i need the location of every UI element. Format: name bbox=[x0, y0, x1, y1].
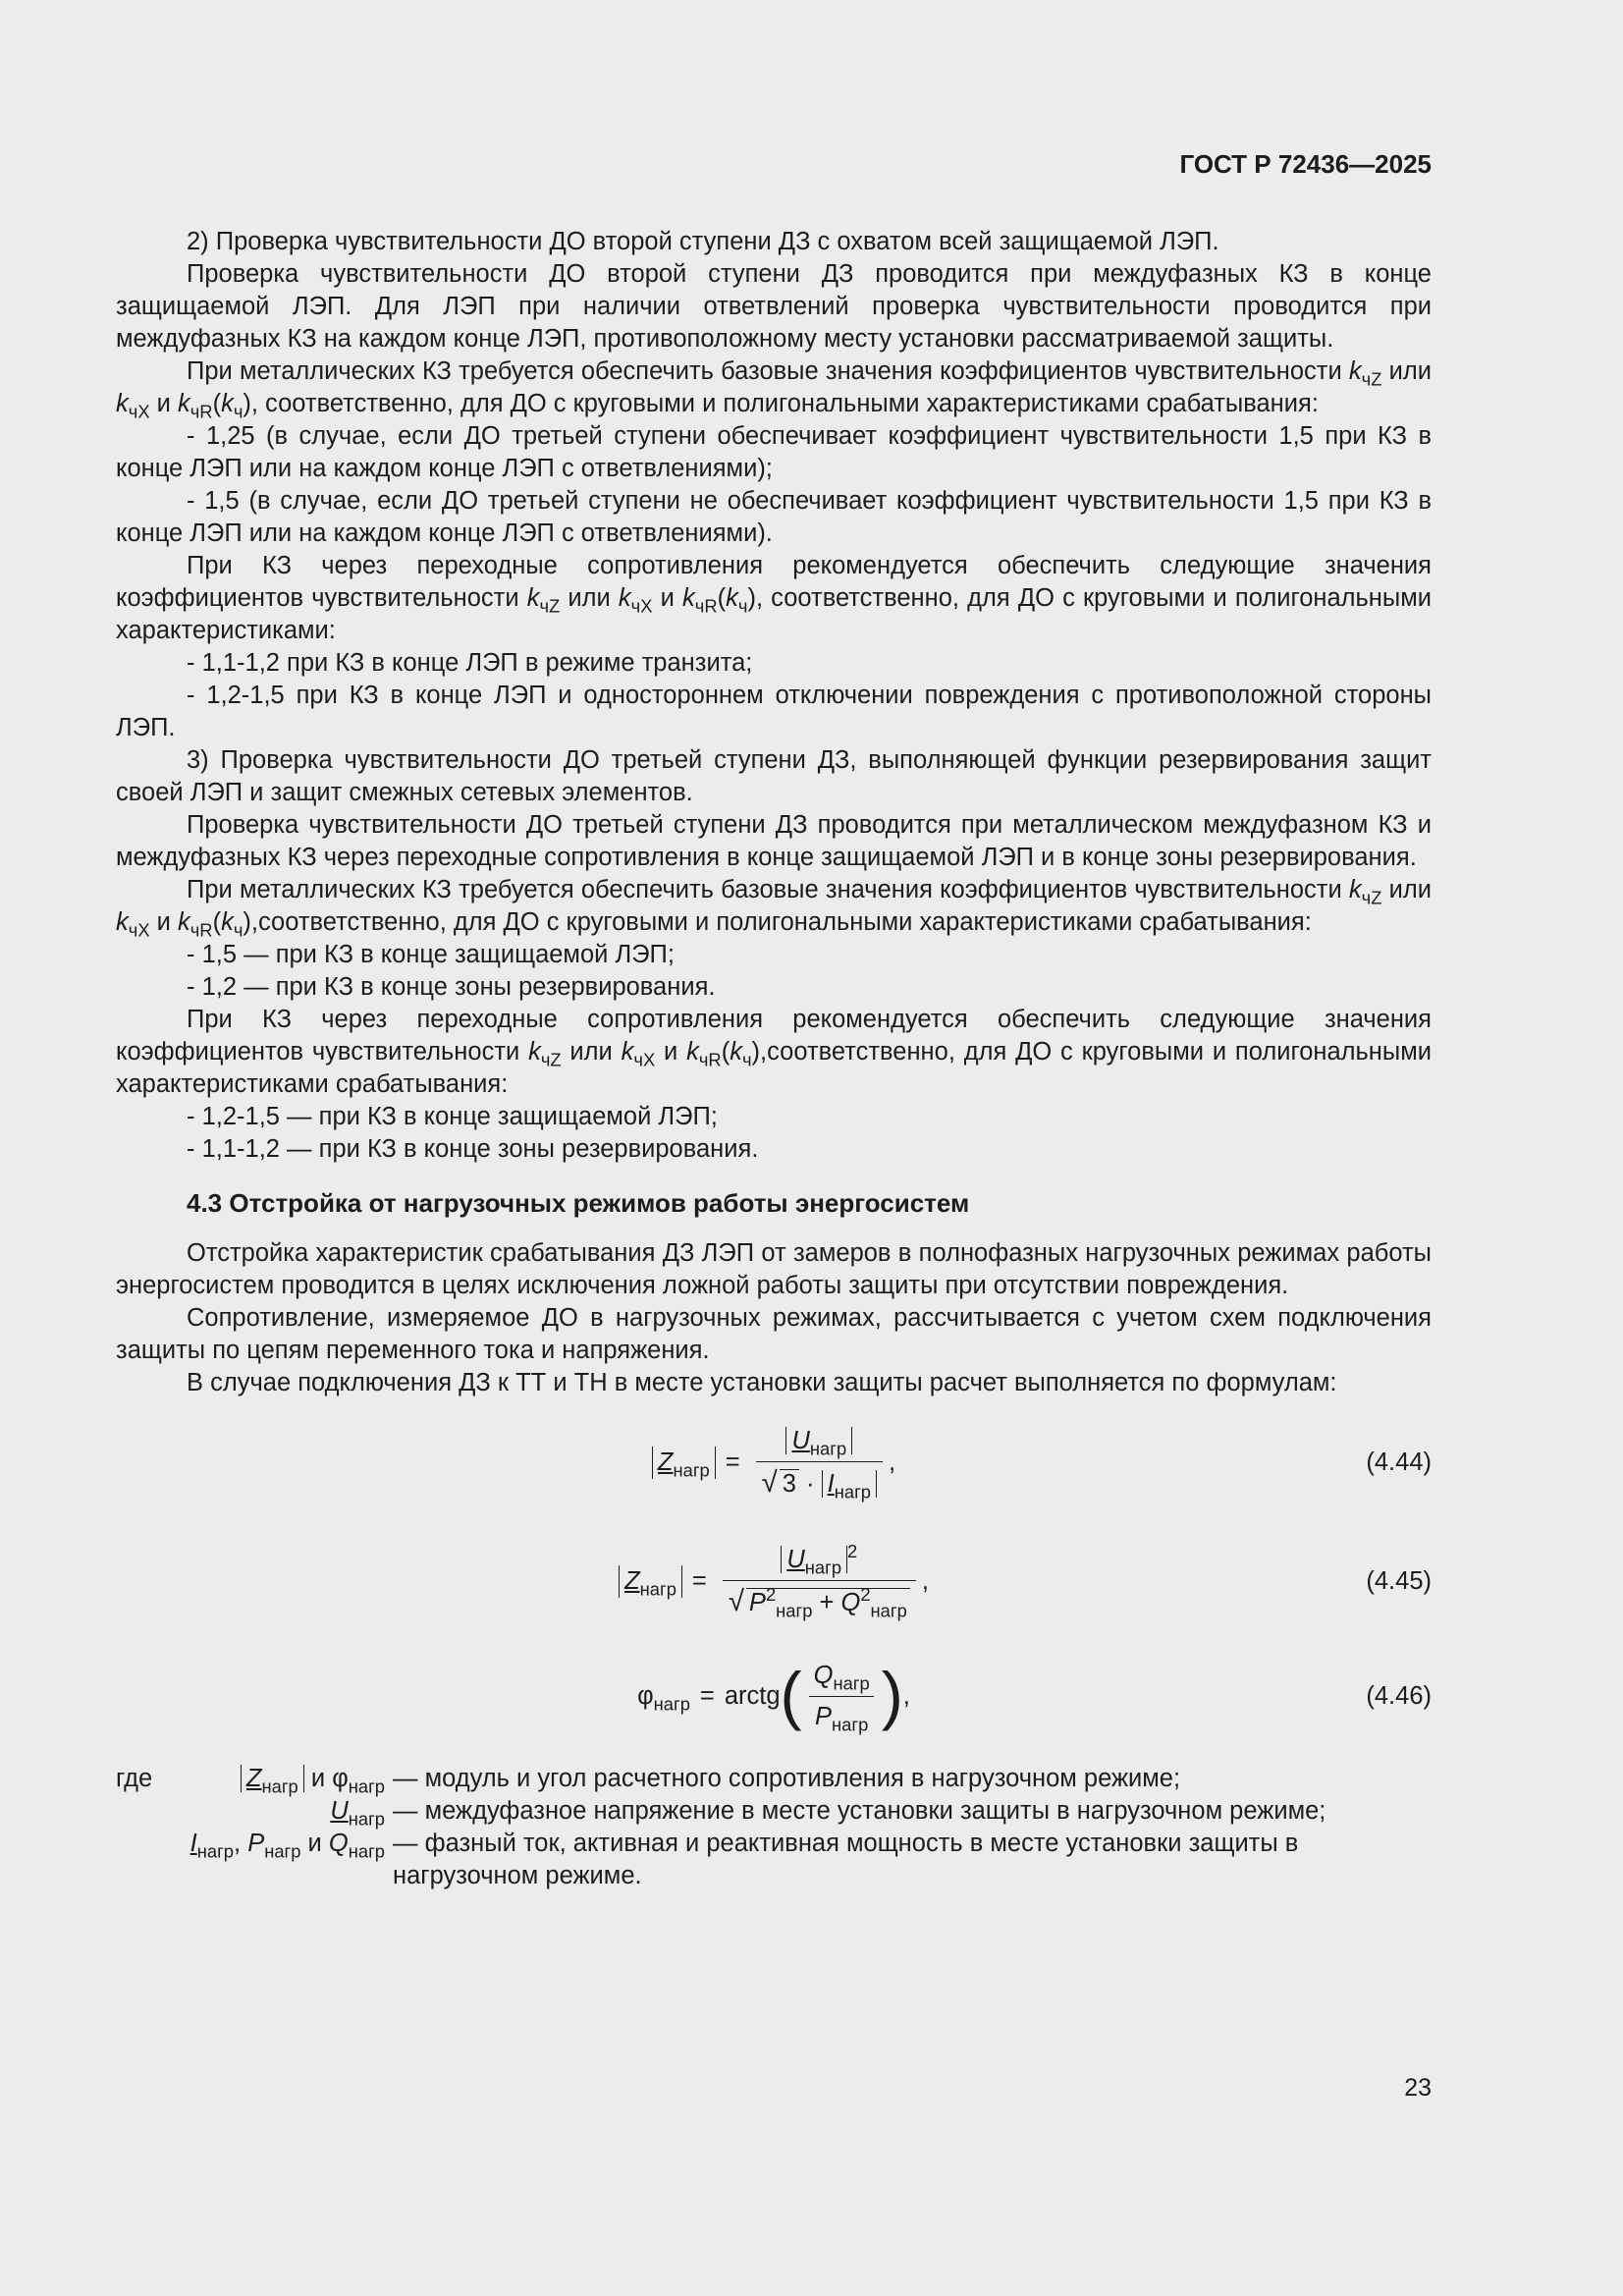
paragraph: В случае подключения ДЗ к ТТ и ТН в месте установки защиты расчет выполняется по формулам: bbox=[187, 1369, 1337, 1396]
subscript: нагр bbox=[673, 1458, 710, 1480]
numerator bbox=[775, 1540, 863, 1580]
formula-body bbox=[116, 1647, 1432, 1745]
text: ,соответственно, для ДО с круговыми и полигональными характеристиками срабатывания: bbox=[116, 1038, 1432, 1098]
subscript: чX bbox=[128, 401, 150, 422]
list-item: - 1,5 (в случае, если ДО третьей ступени не обеспечивает коэффициент чувствительности 1,5 при КЗ в конце ЛЭП или на каждом конце ЛЭП с ответвлениями). bbox=[116, 487, 1432, 547]
symbol-phi: φ bbox=[332, 1765, 349, 1792]
where-row bbox=[116, 1828, 1432, 1892]
subscript: чX bbox=[633, 1049, 656, 1070]
subscript: нагр bbox=[870, 1599, 907, 1620]
abs-z bbox=[619, 1565, 682, 1598]
where-description: — модуль и угол расчетного сопротивления в нагрузочном режиме; bbox=[393, 1765, 1181, 1792]
equals-sign: = bbox=[699, 1681, 715, 1710]
subscript: нагр bbox=[639, 1577, 676, 1599]
sqrt-3: 3 bbox=[780, 1469, 799, 1498]
symbol-q: Q bbox=[813, 1661, 834, 1689]
subscript: нагр bbox=[348, 1840, 385, 1862]
where-symbols: $I_{нагр}$, $P_{нагр}$ и $Q_{нагр}$ bbox=[189, 1830, 385, 1862]
formula-number: (4.46) bbox=[1366, 1681, 1432, 1710]
symbol-k: k bbox=[528, 1038, 541, 1066]
symbol-phi: φ bbox=[637, 1681, 654, 1710]
where-description: — фазный ток, активная и реактивная мощность в месте установки защиты в нагрузочном режиме. bbox=[393, 1830, 1299, 1889]
document-id: ГОСТ Р 72436—2025 bbox=[1179, 149, 1432, 179]
symbol-p: P bbox=[815, 1702, 833, 1730]
symbol-p: P bbox=[247, 1830, 265, 1857]
word-and: и bbox=[149, 390, 178, 417]
text: ,соответственно, для ДО с круговыми и полигональными характеристиками срабатывания: bbox=[250, 908, 1312, 936]
abs-i bbox=[822, 1469, 877, 1502]
page-content bbox=[116, 226, 1432, 1892]
paragraph: 3) Проверка чувствительности ДО третьей ступени ДЗ, выполняющей функции резервирования защит своей ЛЭП и защит смежных сетевых элементов. bbox=[116, 746, 1432, 806]
word-or: или bbox=[1381, 357, 1433, 385]
word-or: или bbox=[1381, 876, 1433, 903]
subscript: ч bbox=[737, 595, 748, 617]
word-or: или bbox=[561, 1038, 622, 1066]
paragraph: Сопротивление, измеряемое ДО в нагрузочных режимах, рассчитывается с учетом схем подключения защиты по цепям переменного тока и напряжения. bbox=[116, 1304, 1432, 1364]
symbol-k: k bbox=[621, 1038, 634, 1066]
subscript: нагр bbox=[348, 1776, 385, 1797]
equals-sign: = bbox=[725, 1448, 740, 1476]
fraction bbox=[808, 1660, 876, 1733]
subscript: нагр bbox=[776, 1599, 813, 1620]
subscript: нагр bbox=[264, 1840, 301, 1862]
symbol-z: Z bbox=[245, 1765, 262, 1792]
symbol-z: Z bbox=[624, 1566, 640, 1595]
paragraph: При КЗ через переходные сопротивления рекомендуется обеспечить следующие значения коэффициентов чувствительности $k_{чZ}$ или $k_{чX}$ и $k_{чR}(k_ч)$, соответственно, для ДО с круговыми и полигональными характеристиками: bbox=[116, 552, 1432, 644]
formula-4-44 bbox=[116, 1413, 1432, 1511]
subscript: чR bbox=[189, 401, 213, 422]
subscript: нагр bbox=[196, 1840, 235, 1862]
page-number: 23 bbox=[1404, 2074, 1432, 2102]
symbol-k: k bbox=[116, 908, 129, 936]
comma: , bbox=[902, 1681, 910, 1710]
symbol-k: k bbox=[177, 908, 190, 936]
subscript: нагр bbox=[348, 1808, 385, 1830]
subscript: чZ bbox=[539, 595, 561, 617]
numerator bbox=[780, 1425, 858, 1461]
word-and: и bbox=[655, 1038, 687, 1066]
where-description: — междуфазное напряжение в месте установки защиты в нагрузочном режиме; bbox=[393, 1797, 1326, 1825]
text: , соответственно, для ДО с круговыми и полигональными характеристиками: bbox=[116, 584, 1432, 644]
where-symbols bbox=[204, 1795, 393, 1828]
subscript: чR bbox=[189, 919, 213, 941]
abs-z bbox=[652, 1447, 716, 1479]
list-item: - 1,5 — при КЗ в конце защищаемой ЛЭП; bbox=[187, 941, 675, 968]
radical-sign: √ bbox=[728, 1584, 744, 1617]
where-row bbox=[116, 1763, 1432, 1795]
symbol-k: k bbox=[682, 584, 695, 612]
symbol-k: k bbox=[1348, 357, 1362, 385]
formula-body bbox=[116, 1527, 1432, 1635]
list-item: - 1,25 (в случае, если ДО третьей ступени обеспечивает коэффициент чувствительности 1,5 при КЗ в конце ЛЭП или на каждом конце ЛЭП с ответвлениями); bbox=[116, 422, 1432, 482]
comma: , bbox=[921, 1566, 929, 1595]
text: При КЗ через переходные сопротивления рекомендуется обеспечить следующие значения коэффициентов чувствительности bbox=[116, 1006, 1432, 1066]
denominator: √ $3 \cdot I_{нагр}$ bbox=[756, 1461, 883, 1501]
phi-term bbox=[637, 1680, 690, 1713]
formula-body bbox=[116, 1413, 1432, 1511]
subscript: ч bbox=[741, 1049, 752, 1070]
list-item: - 1,2 — при КЗ в конце зоны резервирования. bbox=[187, 973, 716, 1001]
denominator bbox=[809, 1696, 874, 1733]
where-label bbox=[116, 1763, 393, 1795]
word-and: и bbox=[300, 1830, 329, 1857]
word-and: и bbox=[652, 584, 683, 612]
superscript: 2 bbox=[765, 1583, 777, 1605]
subscript: чX bbox=[630, 595, 653, 617]
left-paren: ( bbox=[780, 1659, 802, 1732]
symbol-k: k bbox=[526, 584, 540, 612]
subscript: нагр bbox=[833, 1671, 870, 1693]
subscript: чR bbox=[698, 1049, 722, 1070]
word-and: и bbox=[303, 1765, 333, 1792]
symbol-i: I bbox=[189, 1830, 197, 1857]
subscript: нагр bbox=[653, 1692, 690, 1714]
formula-number: (4.44) bbox=[1366, 1448, 1432, 1476]
paragraph: При КЗ через переходные сопротивления рекомендуется обеспечить следующие значения коэффициентов чувствительности $k_{чZ}$ или $k_{чX}$ и $k_{чR}(k_ч),соответственно$, для ДО с круговыми и полигональными характеристиками срабатывания: bbox=[116, 1006, 1432, 1098]
denominator bbox=[723, 1580, 916, 1619]
subscript: чZ bbox=[1361, 368, 1382, 390]
where-list bbox=[116, 1763, 1432, 1892]
symbol-k: k bbox=[730, 1038, 742, 1066]
symbol-k: k bbox=[618, 584, 631, 612]
radical-sign: √ bbox=[761, 1465, 778, 1499]
comma: , bbox=[888, 1448, 896, 1476]
subscript: ч bbox=[233, 919, 243, 941]
arctg: arctg bbox=[724, 1681, 781, 1710]
subscript: ч bbox=[233, 401, 243, 422]
symbol-k: k bbox=[686, 1038, 699, 1066]
word-or: или bbox=[560, 584, 619, 612]
symbol-k: k bbox=[221, 390, 234, 417]
symbol-k: k bbox=[1348, 876, 1362, 903]
symbol-q: Q bbox=[328, 1830, 349, 1857]
paragraph: При металлических КЗ требуется обеспечить базовые значения коэффициентов чувствительности $k_{чZ}$ или $k_{чX}$ и $k_{чR}(k_ч),соответственно$, для ДО с круговыми и полигональными характеристиками срабатывания: bbox=[116, 876, 1433, 941]
symbol-q: Q bbox=[840, 1588, 861, 1616]
symbol-k: k bbox=[726, 584, 738, 612]
symbol-u: U bbox=[786, 1545, 805, 1573]
where-label bbox=[116, 1795, 393, 1828]
paragraph: 2) Проверка чувствительности ДО второй ступени ДЗ с охватом всей защищаемой ЛЭП. bbox=[187, 228, 1219, 255]
sqrt-expression: $P^2_{нагр} + Q^2_{нагр}$ bbox=[746, 1588, 910, 1616]
word-and: и bbox=[149, 908, 178, 936]
symbol-u: U bbox=[791, 1426, 810, 1454]
abs-z bbox=[241, 1765, 304, 1797]
superscript: 2 bbox=[860, 1583, 871, 1605]
where-symbols bbox=[204, 1763, 393, 1795]
superscript: 2 bbox=[847, 1540, 858, 1561]
paragraph: Проверка чувствительности ДО второй ступени ДЗ проводится при междуфазных КЗ в конце защищаемой ЛЭП. Для ЛЭП при наличии ответвлений проверка чувствительности проводится при междуфазных КЗ на каждом конце ЛЭП, противоположному месту установки рассматриваемой защиты. bbox=[116, 260, 1432, 353]
symbol-k: k bbox=[177, 390, 190, 417]
text: , соответственно, для ДО с круговыми и полигональными характеристиками срабатывания: bbox=[250, 390, 1319, 417]
subscript: чZ bbox=[540, 1049, 562, 1070]
where-row bbox=[116, 1795, 1432, 1828]
fraction bbox=[723, 1540, 916, 1620]
where-label bbox=[116, 1828, 393, 1892]
formula-number: (4.45) bbox=[1366, 1566, 1432, 1595]
subscript: нагр bbox=[261, 1776, 298, 1797]
paragraph: При металлических КЗ требуется обеспечить базовые значения коэффициентов чувствительности $k_{чZ}$ или $k_{чX}$ и $k_{чR}(k_ч)$, соответственно, для ДО с круговыми и полигональными характеристиками срабатывания: bbox=[116, 357, 1433, 422]
list-item: - 1,1-1,2 — при КЗ в конце зоны резервирования. bbox=[187, 1135, 759, 1163]
subscript: нагр bbox=[804, 1556, 842, 1577]
list-item: - 1,2-1,5 при КЗ в конце ЛЭП и одностороннем отключении повреждения с противоположной стороны ЛЭП. bbox=[116, 682, 1432, 741]
section-title: 4.3 Отстройка от нагрузочных режимов работы энергосистем bbox=[187, 1188, 970, 1218]
where-word: где bbox=[116, 1765, 153, 1792]
equals-sign: = bbox=[691, 1566, 707, 1595]
list-item: - 1,1-1,2 при КЗ в конце ЛЭП в режиме транзита; bbox=[187, 649, 753, 677]
formula-4-46 bbox=[116, 1647, 1432, 1745]
numerator bbox=[808, 1660, 876, 1696]
text: При металлических КЗ требуется обеспечить базовые значения коэффициентов чувствительности bbox=[187, 357, 1349, 385]
subscript: чZ bbox=[1361, 887, 1382, 908]
symbol-k: k bbox=[221, 908, 234, 936]
subscript: нагр bbox=[834, 1480, 871, 1502]
right-paren: ) bbox=[881, 1659, 903, 1732]
paragraph: Отстройка характеристик срабатывания ДЗ ЛЭП от замеров в полнофазных нагрузочных режимах работы энергосистем проводится в целях исключения ложной работы защиты при отсутствии повреждения. bbox=[116, 1239, 1432, 1299]
spacer bbox=[116, 1795, 204, 1828]
symbol-p: P bbox=[748, 1588, 766, 1616]
formula-4-45 bbox=[116, 1527, 1432, 1635]
abs-u bbox=[785, 1426, 852, 1458]
text: При КЗ через переходные сопротивления рекомендуется обеспечить следующие значения коэффициентов чувствительности bbox=[116, 552, 1432, 612]
fraction bbox=[756, 1425, 883, 1501]
subscript: чR bbox=[694, 595, 718, 617]
list-item: - 1,2-1,5 — при КЗ в конце защищаемой ЛЭП; bbox=[187, 1103, 718, 1130]
abs-u bbox=[781, 1545, 847, 1577]
symbol-i: I bbox=[827, 1469, 835, 1498]
paragraph: Проверка чувствительности ДО третьей ступени ДЗ проводится при металлическом междуфазном КЗ и междуфазных КЗ через переходные сопротивления в конце защищаемой ЛЭП и в конце зоны резервирования. bbox=[116, 811, 1432, 871]
subscript: нагр bbox=[832, 1713, 869, 1734]
symbol-u: U bbox=[330, 1797, 349, 1825]
symbol-k: k bbox=[116, 390, 129, 417]
subscript: нагр bbox=[809, 1437, 847, 1458]
subscript: чX bbox=[128, 919, 150, 941]
symbol-z: Z bbox=[657, 1448, 674, 1476]
text: При металлических КЗ требуется обеспечить базовые значения коэффициентов чувствительности bbox=[187, 876, 1349, 903]
